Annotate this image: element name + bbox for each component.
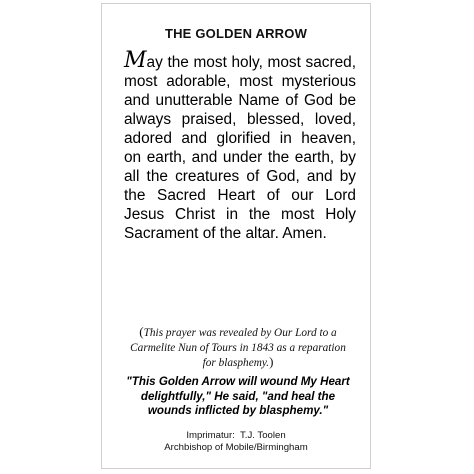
note-open-paren: ( <box>139 324 144 339</box>
note-close-paren: ) <box>269 354 274 369</box>
imprimatur-bishop: Archbishop of Mobile/Birmingham <box>164 442 308 453</box>
prayer-body: ay the most holy, most sacred, most adorable, most mysterious and unutterable Name of God be always praised, blessed, loved, adored and glorified in heaven, on earth, and under the earth, by all the creatures of God, and by the Sacred Heart of our Lord Jesus Christ in the most Holy Sacrament of the altar. Amen. <box>124 54 356 242</box>
promise-quote: "This Golden Arrow will wound My Heart delightfully," He said, "and heal the wounds inflicted by blasphemy." <box>126 375 350 417</box>
imprimatur-line: Imprimatur: T.J. Toolen <box>186 430 286 441</box>
prayer-card <box>101 3 371 469</box>
revelation-note <box>130 325 346 371</box>
imprimatur <box>102 430 370 454</box>
prayer-text <box>124 48 356 243</box>
prayer-dropcap: M <box>124 48 147 73</box>
note-text: This prayer was revealed by Our Lord to a Carmelite Nun of Tours in 1843 as a reparation for blasphemy. <box>130 327 346 369</box>
card-title: THE GOLDEN ARROW <box>164 26 308 41</box>
